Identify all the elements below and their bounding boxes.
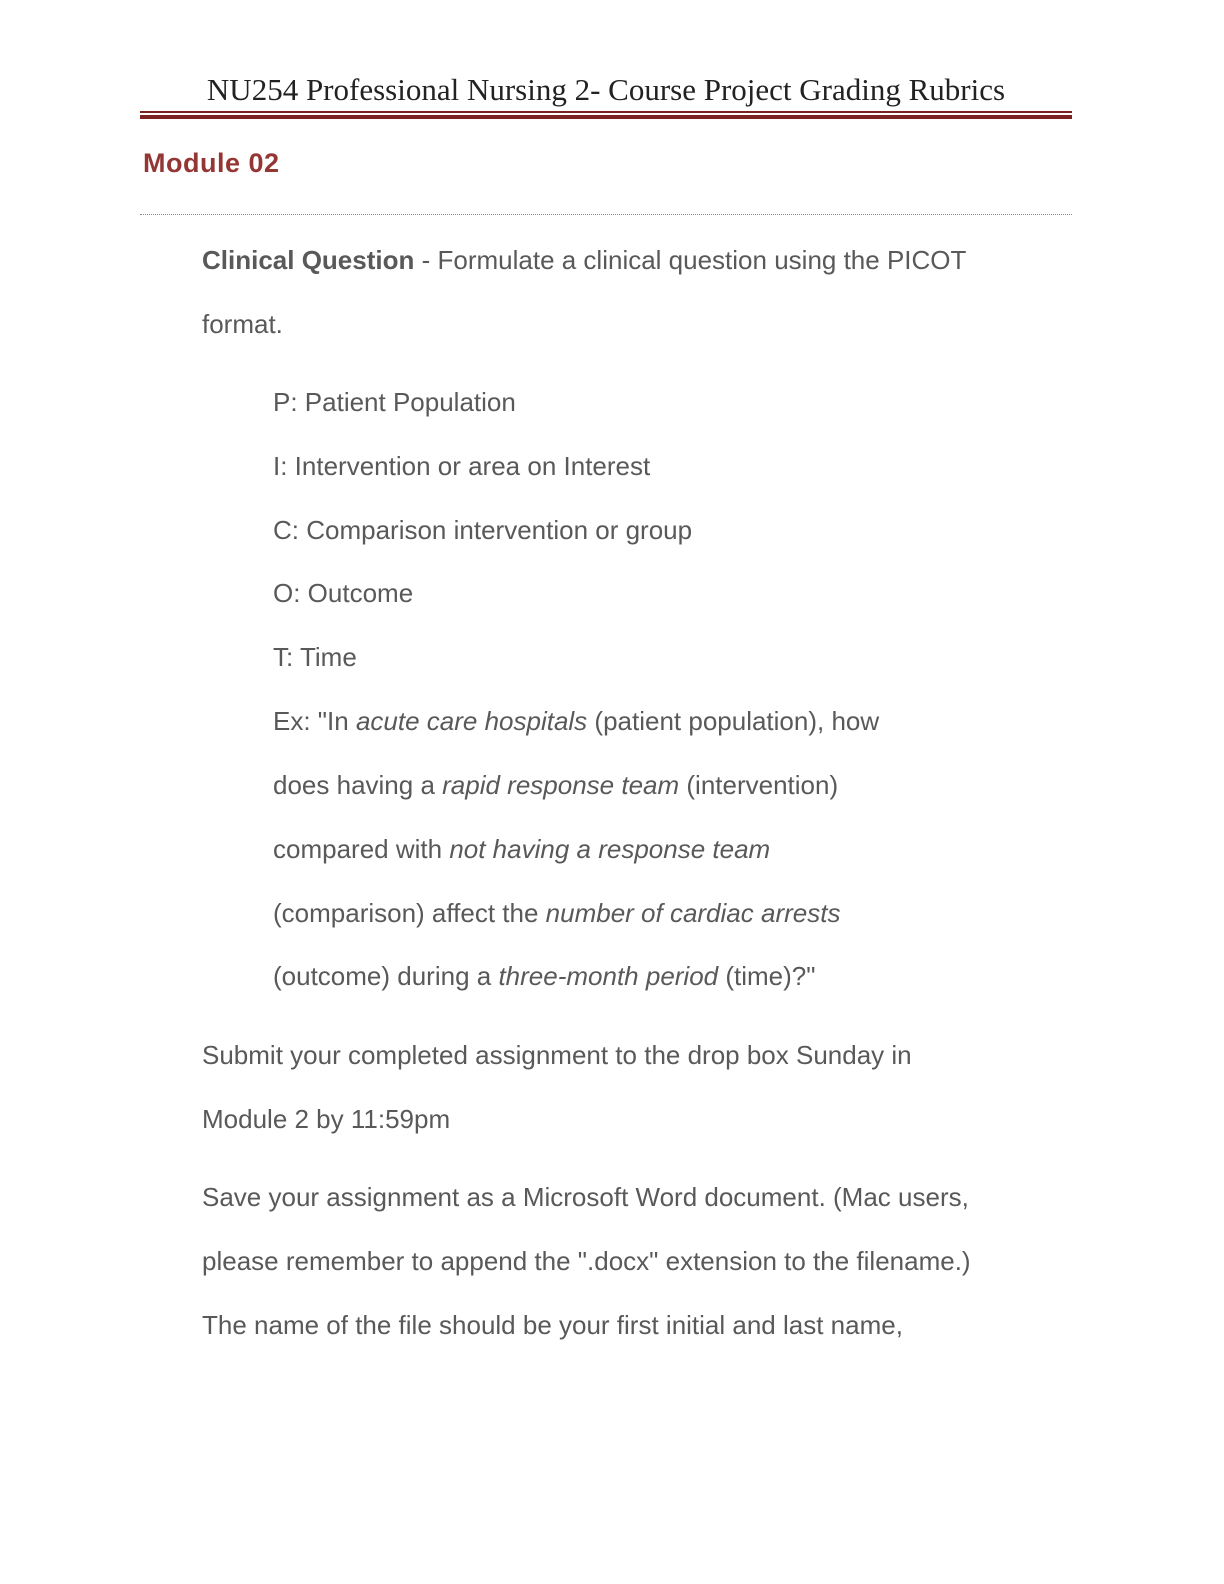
example-text: (patient population), how: [587, 706, 880, 736]
picot-item-c: C: Comparison intervention or group: [273, 515, 693, 545]
save-line2: please remember to append the ".docx" extension to the filename.): [202, 1246, 971, 1276]
header-rule-thin: [140, 111, 1072, 113]
example-text: (comparison) affect the: [273, 898, 546, 928]
example-line5: [273, 960, 816, 992]
picot-item-p: P: Patient Population: [273, 387, 516, 417]
save-line3: The name of the file should be your first initial and last name,: [202, 1310, 903, 1340]
header-rule-thick: [140, 115, 1072, 119]
picot-item-i: I: Intervention or area on Interest: [273, 451, 651, 481]
example-italic: number of cardiac arrests: [545, 898, 841, 928]
example-line2: [273, 769, 838, 801]
clinical-question-line2: format.: [202, 309, 283, 339]
example-text: (outcome) during a: [273, 961, 499, 991]
example-text: (intervention): [679, 770, 839, 800]
save-line1: Save your assignment as a Microsoft Word document. (Mac users,: [202, 1182, 969, 1212]
clinical-question-text: Formulate a clinical question using the PICOT: [437, 245, 967, 275]
example-italic: rapid response team: [442, 770, 680, 800]
example-line3: [273, 833, 770, 865]
example-text: compared with: [273, 834, 450, 864]
example-text: Ex: "In: [273, 706, 356, 736]
example-italic: not having a response team: [449, 834, 771, 864]
module-heading: Module 02: [143, 148, 280, 178]
clinical-question-label: Clinical Question: [202, 245, 415, 275]
picot-item-t: T: Time: [273, 642, 357, 672]
page-header-title: NU254 Professional Nursing 2- Course Project Grading Rubrics: [206, 72, 1006, 107]
submit-line2: Module 2 by 11:59pm: [202, 1104, 451, 1134]
picot-item-o: O: Outcome: [273, 578, 414, 608]
example-text: does having a: [273, 770, 443, 800]
clinical-question-line1: [202, 244, 966, 276]
example-text: (time)?": [718, 961, 816, 991]
example-italic: acute care hospitals: [355, 706, 588, 736]
example-italic: three-month period: [498, 961, 719, 991]
example-line4: [273, 897, 840, 929]
clinical-question-separator: -: [414, 245, 438, 275]
dotted-divider: [140, 214, 1072, 215]
example-line1: [273, 705, 879, 737]
submit-line1: Submit your completed assignment to the drop box Sunday in: [202, 1040, 912, 1070]
